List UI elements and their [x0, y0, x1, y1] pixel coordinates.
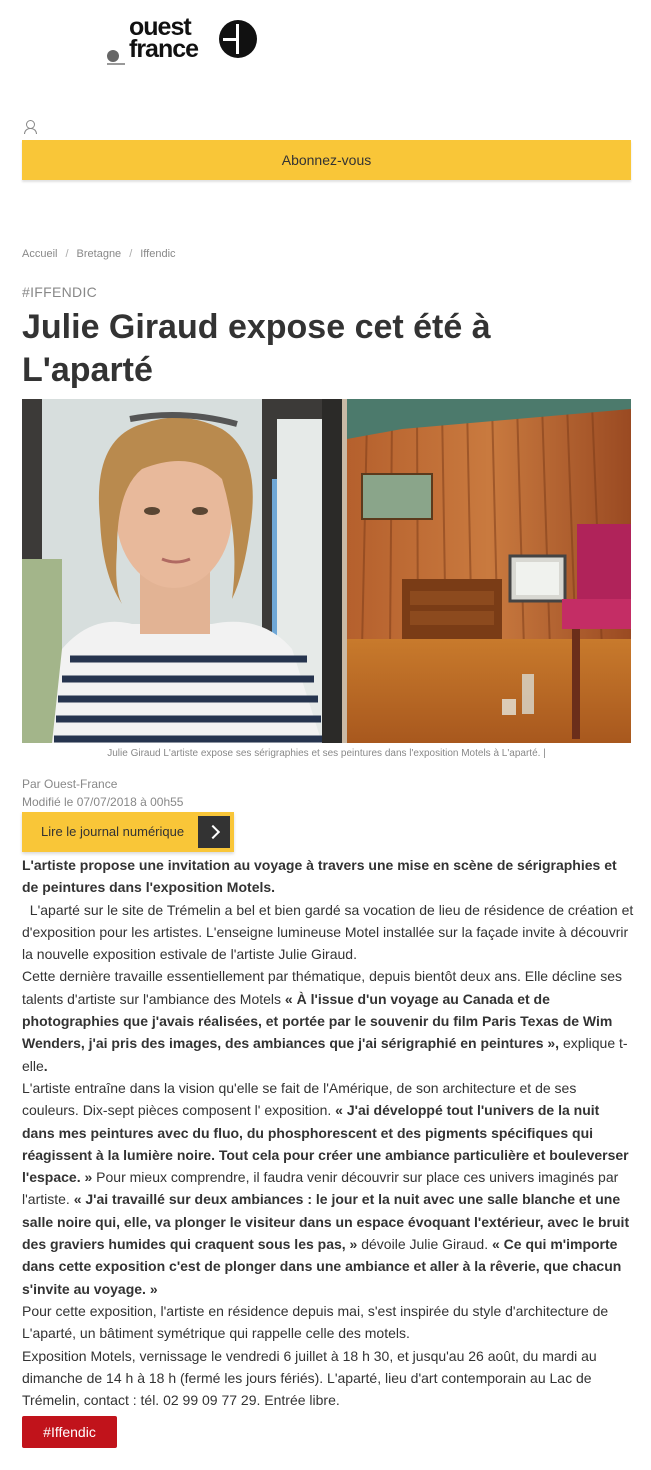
article-lead-text: L'artiste propose une invitation au voyage à travers une mise en scène de sérigraphies et de peintures dans l'exposition Motels. [22, 857, 617, 896]
paragraph-2-attribution: explique t-elle [22, 1035, 628, 1074]
breadcrumb-city[interactable]: Iffendic [140, 248, 176, 260]
logo-word-ouest: ouest [129, 13, 191, 41]
site-header [0, 0, 651, 110]
article-author: Par Ouest-France [22, 777, 118, 791]
logo-small-underline [107, 63, 125, 65]
article-body [22, 854, 634, 1411]
article-title: Julie Giraud expose cet été à L'aparté [22, 308, 491, 389]
paragraph-3-quote-b: « J'ai travaillé sur deux ambiances : le jour et la nuit avec une salle blanche et une salle noire qui, elle, va plonger le visiteur dans un espace évoquant l'extérieur, avec le bruit des graviers humides qui craquent sous les pas, » [22, 1191, 630, 1253]
article-lead [22, 854, 634, 899]
article-paragraph-5: Exposition Motels, vernissage le vendredi 6 juillet à 18 h 30, et jusqu'au 26 août, du mardi au dimanche de 14 h à 18 h (fermé les jours fériés). L'aparté, lieu d'art contemporain au Lac de Trémelin, contact : tél. 02 99 09 77 29. Entrée libre. [22, 1347, 597, 1409]
breadcrumb-separator: / [65, 248, 69, 260]
logo-circle-mark [219, 20, 257, 58]
paragraph-2-quote: « À l'issue d'un voyage au Canada et de photographies que j'avais réalisées, et portée par le souvenir du film Paris Texas de Wim Wenders, j'ai pris des images, des ambiances que j'ai sérigraphié en peintures », [22, 990, 613, 1052]
ouest-france-logo[interactable] [107, 14, 267, 74]
breadcrumb-separator: / [129, 248, 133, 260]
logo-word-france: france [129, 35, 199, 63]
chevron-right-icon [198, 816, 230, 848]
article-photo [22, 399, 631, 743]
article-tag[interactable]: #IFFENDIC [22, 284, 98, 300]
paragraph-2-period: . [43, 1057, 48, 1074]
article-paragraph-2 [22, 965, 634, 1076]
read-digital-journal-button[interactable] [22, 812, 234, 852]
paragraph-3-quote-c: « Ce qui m'importe dans cette exposition c'est de plonger dans une ambiance et aller à la rêverie, que chacun s'invite au voyage. » [22, 1236, 622, 1297]
paragraph-3-text-a: L'artiste entraîne dans la vision qu'elle se fait de l'Amérique, de son architecture et de ses couleurs. Dix-sept pièces composent l' exposition. [22, 1079, 577, 1119]
image-caption: Julie Giraud L'artiste expose ses sérigraphies et ses peintures dans l'exposition Motels à L'aparté. | [107, 748, 546, 759]
paragraph-1-text: L'aparté sur le site de Trémelin a bel et bien gardé sa vocation de lieu de résidence de création et d'exposition pour les artistes. L'enseigne lumineuse Motel installée sur la façade invite à découvrir la nouvelle exposition estivale de l'artiste Julie Giraud. [22, 901, 634, 963]
user-account-icon[interactable] [23, 120, 37, 134]
logo-small-mark [107, 50, 119, 62]
tag-iffendic-button[interactable]: #Iffendic [22, 1416, 117, 1448]
logo-circle-bar2 [223, 38, 237, 41]
subscribe-button[interactable]: Abonnez-vous [22, 140, 631, 180]
breadcrumb [22, 248, 176, 260]
breadcrumb-home[interactable]: Accueil [22, 248, 58, 260]
paragraph-3-text-b: Pour mieux comprendre, il faudra venir découvrir sur place ces univers imaginés par l'artiste. [22, 1169, 619, 1208]
breadcrumb-region[interactable]: Bretagne [76, 248, 122, 260]
photo-illustration [22, 399, 631, 743]
article-modified-date: Modifié le 07/07/2018 à 00h55 [22, 795, 184, 809]
article-paragraph-3 [22, 1077, 634, 1300]
journal-button-label: Lire le journal numérique [41, 824, 185, 839]
article-paragraph-4: Pour cette exposition, l'artiste en résidence depuis mai, s'est inspirée du style d'architecture de L'aparté, un bâtiment symétrique qui rappelle celle des motels. [22, 1302, 609, 1342]
user-icon-body [24, 128, 37, 134]
paragraph-3-text-c: dévoile Julie Giraud. [357, 1236, 492, 1253]
article-paragraph-1 [22, 899, 634, 966]
paragraph-3-quote-a: « J'ai développé tout l'univers de la nuit dans mes peintures avec du fluo, du phosphorescent et des pigments spécifiques qui réagissent à la lumière noire. Tout cela pour créer une ambiance particulière et bouleverser l'espace. » [22, 1102, 629, 1186]
logo-wordmark [129, 13, 199, 63]
article-byline [22, 775, 183, 811]
paragraph-2-text: Cette dernière travaille essentiellement par thématique, depuis bientôt deux ans. Elle décline ses talents d'artiste sur l'ambiance des Motels [22, 968, 623, 1007]
